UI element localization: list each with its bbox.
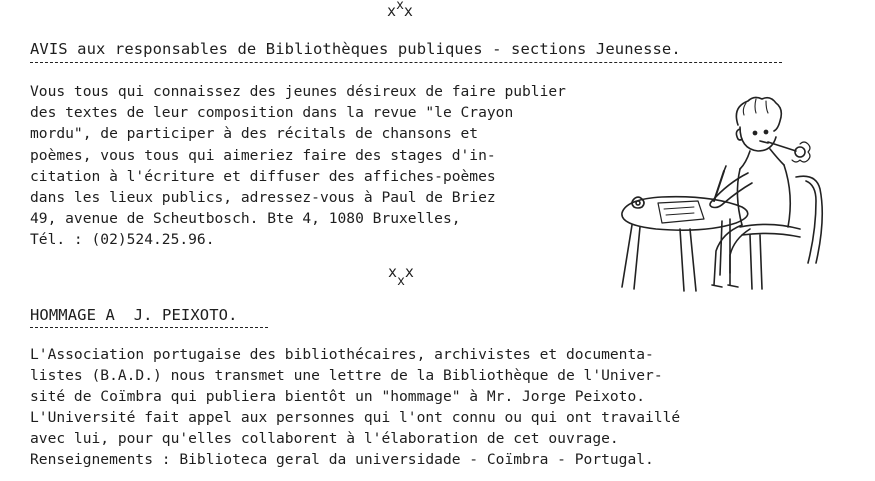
ornament-divider-top	[370, 0, 430, 20]
text-line: 49, avenue de Scheutbosch. Bte 4, 1080 Bruxelles,	[30, 210, 461, 228]
text-line: L'Association portugaise des bibliothécaires, archivistes et documenta-	[30, 346, 654, 363]
text-line: mordu", de participer à des récitals de chansons et	[30, 125, 479, 143]
text-line: avec lui, pour qu'elles collaborent à l'élaboration de cet ouvrage.	[30, 430, 619, 447]
ornament-mark: x	[403, 2, 413, 20]
section-heading-hommage	[30, 306, 238, 324]
text-line: Renseignements : Biblioteca geral da universidade - Coïmbra - Portugal.	[30, 451, 654, 468]
text-line: Tél. : (02)524.25.96.	[30, 231, 215, 249]
text-line: des textes de leur composition dans la revue "le Crayon	[30, 104, 514, 122]
section-heading-text: AVIS aux responsables de Bibliothèques publiques - sections Jeunesse.	[30, 40, 681, 58]
text-line: dans les lieux publics, adressez-vous à Paul de Briez	[30, 189, 496, 207]
text-line: listes (B.A.D.) nous transmet une lettre de la Bibliothèque de l'Univer-	[30, 367, 663, 384]
ornament-mark: x	[396, 0, 404, 13]
ornament-mark: x	[404, 263, 414, 281]
text-line: poèmes, vous tous qui aimeriez faire des stages d'in-	[30, 146, 496, 164]
ornament-divider-middle	[371, 263, 431, 289]
ornament-mark: x	[387, 2, 397, 20]
ornament-mark: x	[397, 274, 405, 289]
paragraph-hommage	[30, 344, 680, 470]
section-heading-text: HOMMAGE A J. PEIXOTO.	[30, 306, 238, 324]
heading-underline	[30, 62, 782, 63]
child-at-desk-illustration	[600, 95, 840, 295]
text-line: sité de Coïmbra qui publiera bientôt un "hommage" à Mr. Jorge Peixoto.	[30, 388, 646, 405]
heading-underline	[30, 327, 268, 328]
ornament-mark: x	[388, 263, 398, 281]
text-line: Vous tous qui connaissez des jeunes désireux de faire publier	[30, 83, 566, 100]
text-line: citation à l'écriture et diffuser des affiches-poèmes	[30, 167, 496, 185]
paragraph-avis	[30, 81, 566, 251]
section-heading-avis	[30, 40, 681, 58]
text-line: L'Université fait appel aux personnes qui l'ont connu ou qui ont travaillé	[30, 409, 681, 426]
